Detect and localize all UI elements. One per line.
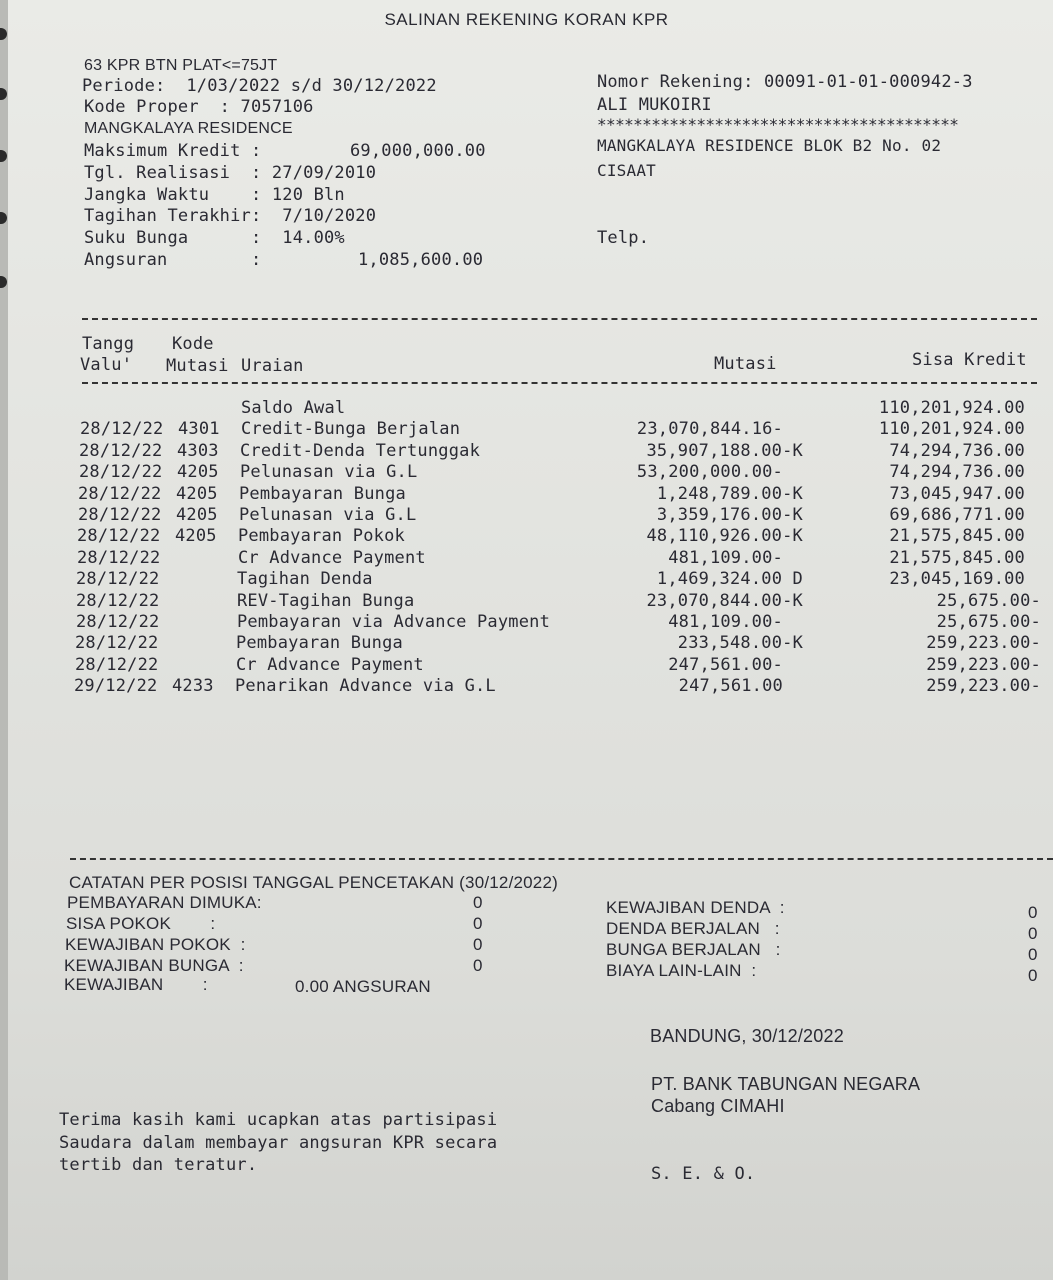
row-date: 28/12/22 <box>75 655 159 675</box>
jangka-waktu: Jangka Waktu : 120 Bln <box>84 185 345 205</box>
row-date: 28/12/22 <box>75 633 159 653</box>
row-code: 4233 <box>172 676 214 696</box>
bank-name: PT. BANK TABUNGAN NEGARA <box>651 1074 921 1094</box>
row-mutasi: 53,200,000.00- <box>636 462 783 482</box>
catatan-left-value: 0 <box>473 893 483 912</box>
row-description: Pembayaran Bunga <box>239 484 406 504</box>
row-date: 28/12/22 <box>76 569 160 589</box>
catatan-heading: CATATAN PER POSISI TANGGAL PENCETAKAN (30/12/2022) <box>69 873 558 892</box>
place-date: BANDUNG, 30/12/2022 <box>650 1026 844 1046</box>
maksimum-kredit-label: Maksimum Kredit : <box>84 141 262 161</box>
row-description: Pelunasan via G.L <box>240 462 418 482</box>
seo-mark: S. E. & O. <box>651 1164 756 1184</box>
thanks-line-3: tertib dan teratur. <box>59 1155 258 1175</box>
catatan-right-label: KEWAJIBAN DENDA : <box>606 898 785 917</box>
catatan-right-value: 0 <box>1028 966 1038 985</box>
row-sisa-kredit: 21,575,845.00 <box>889 526 1025 546</box>
thanks-line-1: Terima kasih kami ucapkan atas partisipasi <box>59 1110 498 1130</box>
maksimum-kredit-value: 69,000,000.00 <box>350 141 486 161</box>
row-date: 29/12/22 <box>74 676 158 696</box>
catatan-left-value: 0 <box>473 914 483 933</box>
catatan-left-label: PEMBAYARAN DIMUKA: <box>67 893 262 912</box>
catatan-left-value: 0 <box>473 956 483 975</box>
row-sisa-kredit: 23,045,169.00 <box>889 569 1025 589</box>
row-sisa-kredit: 259,223.00- <box>926 633 1041 653</box>
row-code: 4205 <box>177 462 219 482</box>
product-name: 63 KPR BTN PLAT<=75JT <box>84 57 278 74</box>
row-date: 28/12/22 <box>77 548 161 568</box>
catatan-right-value: 0 <box>1028 903 1038 922</box>
suku-bunga: Suku Bunga : 14.00% <box>84 228 345 248</box>
row-mutasi: 1,248,789.00-K <box>656 484 803 504</box>
row-sisa-kredit: 74,294,736.00 <box>889 462 1025 482</box>
row-date: 28/12/22 <box>79 462 163 482</box>
row-mutasi: 481,109.00- <box>668 612 783 632</box>
col-code-line1: Kode <box>172 334 214 354</box>
col-uraian: Uraian <box>241 356 304 376</box>
tagihan-terakhir: Tagihan Terakhir: 7/10/2020 <box>84 206 377 226</box>
telephone: Telp. <box>597 228 650 248</box>
nomor-rekening: Nomor Rekening: 00091-01-01-000942-3 <box>597 72 973 92</box>
row-date: 28/12/22 <box>78 505 162 525</box>
row-mutasi: 3,359,176.00-K <box>656 505 803 525</box>
catatan-left-value: 0 <box>473 935 483 954</box>
catatan-right-label: BUNGA BERJALAN : <box>606 940 781 959</box>
angsuran-value: 1,085,600.00 <box>358 250 484 270</box>
row-description: Saldo Awal <box>241 398 346 418</box>
row-mutasi: 1,469,324.00 D <box>656 569 803 589</box>
project-name: MANGKALAYA RESIDENCE <box>84 120 293 137</box>
row-date: 28/12/22 <box>79 441 163 461</box>
divider-bottom <box>70 858 1053 860</box>
row-sisa-kredit: 110,201,924.00 <box>878 398 1025 418</box>
catatan-right-value: 0 <box>1028 924 1038 943</box>
row-mutasi: 35,907,188.00-K <box>646 441 803 461</box>
row-description: Credit-Denda Tertunggak <box>240 441 481 461</box>
row-sisa-kredit: 25,675.00- <box>936 612 1041 632</box>
kode-proper: Kode Proper : 7057106 <box>84 97 314 117</box>
row-date: 28/12/22 <box>80 419 164 439</box>
address-line-2: CISAAT <box>597 161 656 180</box>
row-date: 28/12/22 <box>78 484 162 504</box>
row-sisa-kredit: 21,575,845.00 <box>889 548 1025 568</box>
row-description: Penarikan Advance via G.L <box>235 676 496 696</box>
row-description: REV-Tagihan Bunga <box>237 591 415 611</box>
row-description: Tagihan Denda <box>237 569 373 589</box>
row-mutasi: 23,070,844.16- <box>636 419 783 439</box>
row-code: 4205 <box>176 505 218 525</box>
row-mutasi: 23,070,844.00-K <box>646 591 803 611</box>
customer-name: ALI MUKOIRI <box>597 95 712 115</box>
row-date: 28/12/22 <box>76 591 160 611</box>
row-sisa-kredit: 69,686,771.00 <box>889 505 1025 525</box>
row-sisa-kredit: 73,045,947.00 <box>889 484 1025 504</box>
kewajiban-value: 0.00 ANGSURAN <box>295 977 431 996</box>
angsuran-label: Angsuran : <box>84 250 262 270</box>
tgl-realisasi: Tgl. Realisasi : 27/09/2010 <box>84 163 377 183</box>
row-sisa-kredit: 110,201,924.00 <box>878 419 1025 439</box>
address-line-1: MANGKALAYA RESIDENCE BLOK B2 No. 02 <box>597 136 942 155</box>
branch-name: Cabang CIMAHI <box>651 1096 785 1116</box>
document-title: SALINAN REKENING KORAN KPR <box>384 10 669 29</box>
row-sisa-kredit: 259,223.00- <box>926 676 1041 696</box>
row-description: Cr Advance Payment <box>236 655 424 675</box>
row-description: Pembayaran Bunga <box>236 633 403 653</box>
catatan-left-label: KEWAJIBAN BUNGA : <box>64 956 244 975</box>
row-description: Pembayaran via Advance Payment <box>237 612 551 632</box>
catatan-right-label: DENDA BERJALAN : <box>606 919 780 938</box>
row-sisa-kredit: 259,223.00- <box>926 655 1041 675</box>
col-date-line2: Valu' <box>80 355 133 375</box>
catatan-right-value: 0 <box>1028 945 1038 964</box>
row-description: Cr Advance Payment <box>238 548 426 568</box>
row-description: Pelunasan via G.L <box>239 505 417 525</box>
thanks-line-2: Saudara dalam membayar angsuran KPR secara <box>59 1133 498 1153</box>
row-date: 28/12/22 <box>76 612 160 632</box>
col-date-line1: Tangg <box>82 334 135 354</box>
row-description: Credit-Bunga Berjalan <box>241 419 461 439</box>
divider-top <box>82 318 1037 320</box>
row-date: 28/12/22 <box>77 526 161 546</box>
row-code: 4301 <box>178 419 220 439</box>
periode: Periode: 1/03/2022 s/d 30/12/2022 <box>82 76 437 96</box>
row-code: 4205 <box>176 484 218 504</box>
row-code: 4205 <box>175 526 217 546</box>
row-mutasi: 247,561.00- <box>668 655 783 675</box>
row-sisa-kredit: 25,675.00- <box>936 591 1041 611</box>
col-code-line2: Mutasi <box>166 356 229 376</box>
col-sisa-kredit: Sisa Kredit <box>912 350 1027 370</box>
row-mutasi: 48,110,926.00-K <box>646 526 803 546</box>
catatan-right-label: BIAYA LAIN-LAIN : <box>606 961 757 980</box>
catatan-left-label: SISA POKOK : <box>66 914 216 933</box>
row-description: Pembayaran Pokok <box>238 526 405 546</box>
row-sisa-kredit: 74,294,736.00 <box>889 441 1025 461</box>
row-mutasi: 233,548.00-K <box>677 633 803 653</box>
row-mutasi: 481,109.00- <box>668 548 783 568</box>
catatan-left-label: KEWAJIBAN POKOK : <box>65 935 246 954</box>
divider-header <box>82 382 1037 384</box>
masked-separator: **************************************** <box>597 115 959 134</box>
row-mutasi: 247,561.00 <box>678 676 783 696</box>
col-mutasi: Mutasi <box>714 354 777 374</box>
kewajiban-label: KEWAJIBAN : <box>64 975 208 994</box>
row-code: 4303 <box>177 441 219 461</box>
